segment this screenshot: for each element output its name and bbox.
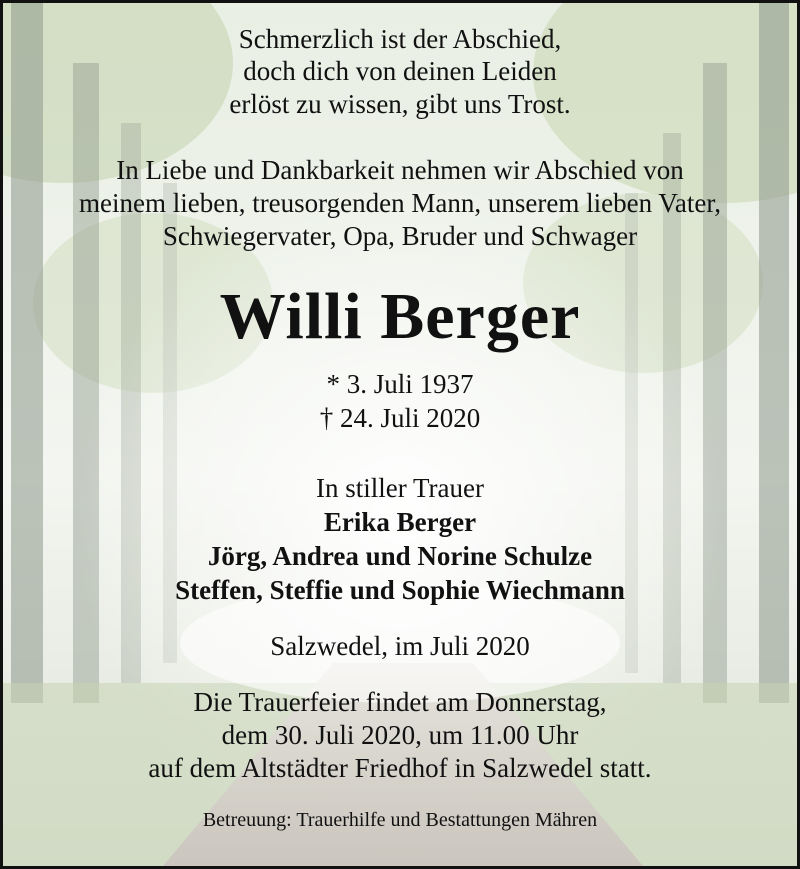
intro-line-2: meinem lieben, treusorgenden Mann, unserem lieben Vater, bbox=[79, 188, 721, 218]
place-date: Salzwedel, im Juli 2020 bbox=[270, 631, 530, 661]
service-line-1: Die Trauerfeier findet am Donnerstag, bbox=[193, 687, 607, 717]
death-date: † 24. Juli 2020 bbox=[319, 403, 481, 433]
deceased-name: Willi Berger bbox=[219, 280, 581, 353]
intro-line-3: Schwiegervater, Opa, Bruder und Schwager bbox=[162, 221, 638, 251]
intro-line-1: In Liebe und Dankbarkeit nehmen wir Abschied von bbox=[116, 155, 684, 185]
funeral-home-credit: Betreuung: Trauerhilfe und Bestattungen Mähren bbox=[202, 809, 598, 831]
service-line-2: dem 30. Juli 2020, um 11.00 Uhr bbox=[221, 720, 579, 750]
poem-line-3: erlöst zu wissen, gibt uns Trost. bbox=[229, 89, 571, 119]
mourner-1: Erika Berger bbox=[323, 507, 477, 537]
birth-date: * 3. Juli 1937 bbox=[326, 369, 474, 399]
service-line-3: auf dem Altstädter Friedhof in Salzwedel statt. bbox=[148, 753, 652, 783]
mourning-heading: In stiller Trauer bbox=[316, 473, 484, 503]
mourner-2: Jörg, Andrea und Norine Schulze bbox=[207, 541, 593, 571]
poem-line-2: doch dich von deinen Leiden bbox=[243, 56, 557, 86]
mourner-3: Steffen, Steffie und Sophie Wiechmann bbox=[175, 575, 625, 605]
poem-line-1: Schmerzlich ist der Abschied, bbox=[238, 24, 562, 54]
